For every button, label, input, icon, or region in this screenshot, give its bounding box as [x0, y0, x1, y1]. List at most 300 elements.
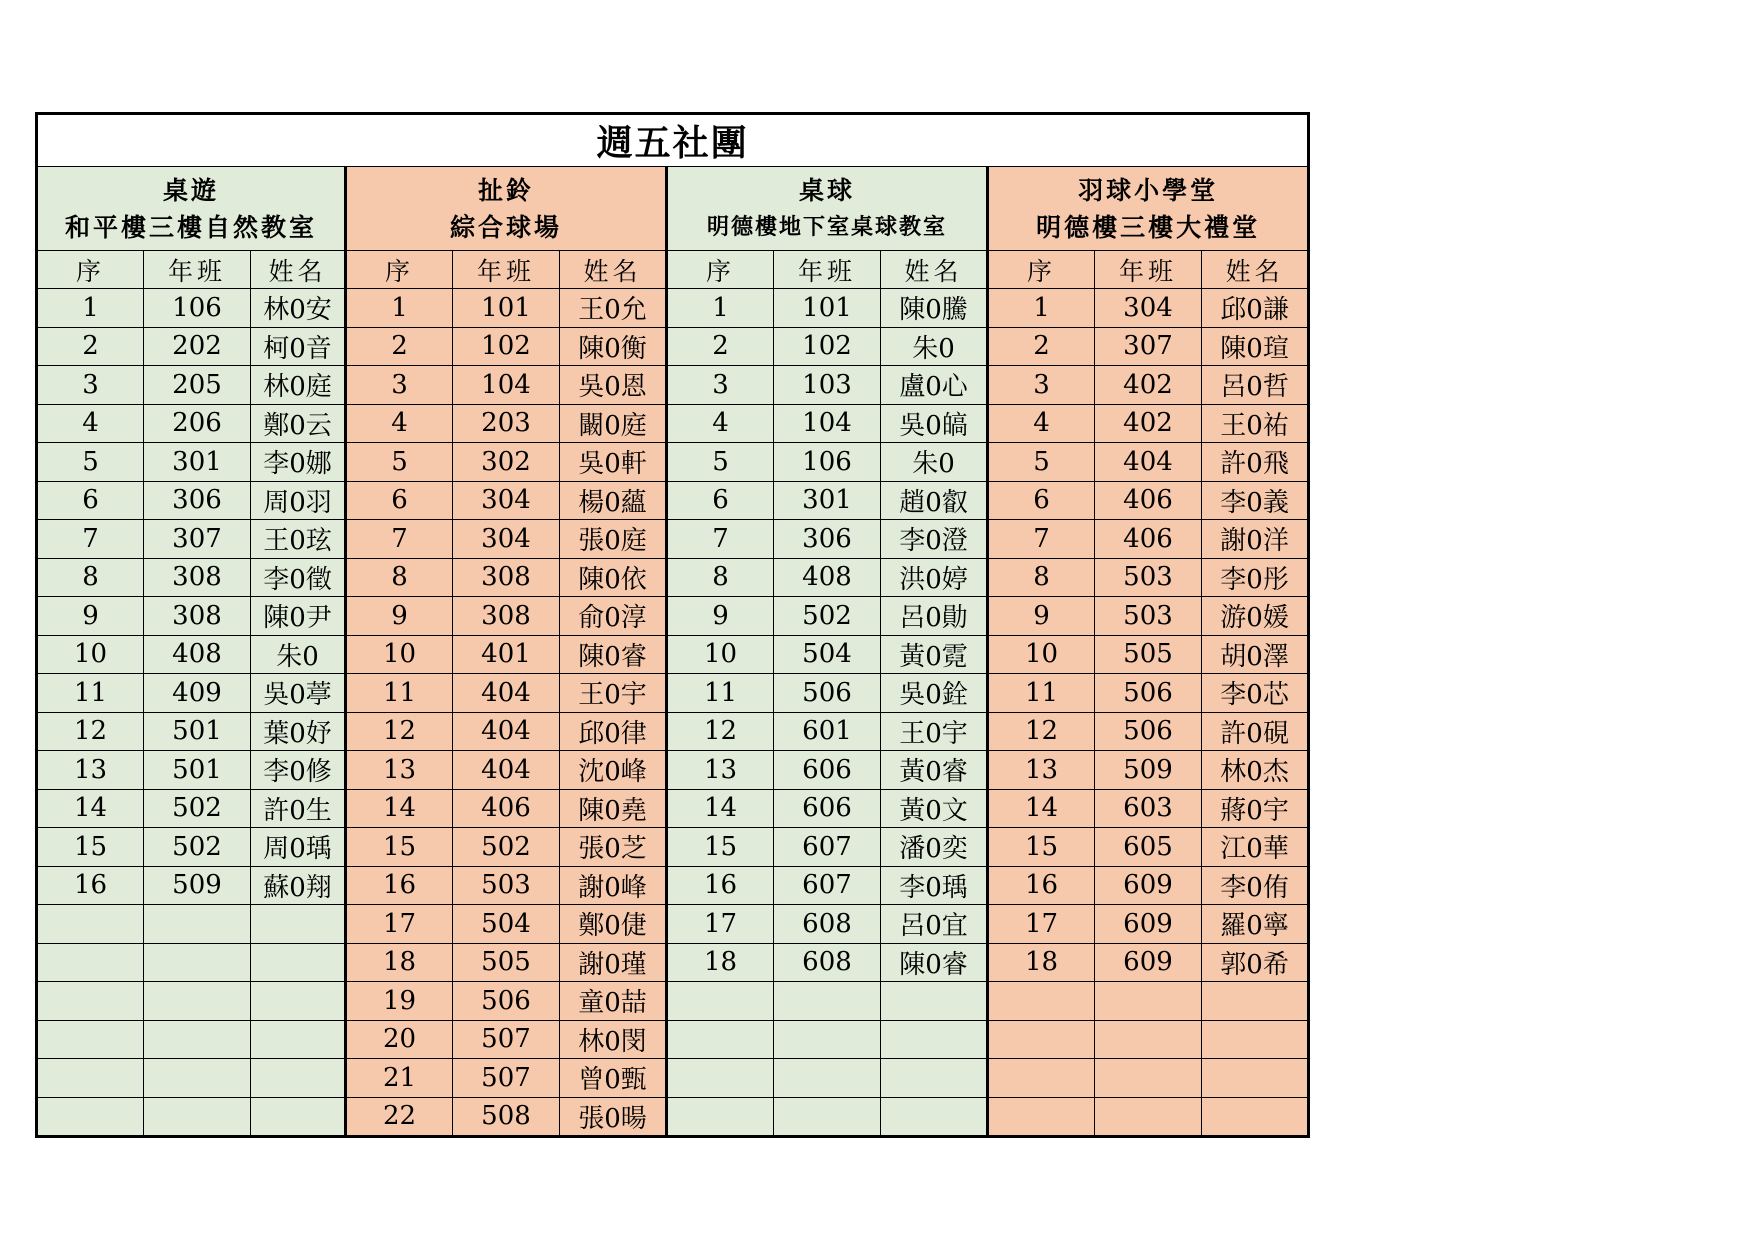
column-header-seq: 序	[988, 251, 1095, 289]
class-cell: 603	[1095, 789, 1202, 828]
class-cell: 509	[1095, 751, 1202, 790]
name-cell: 許0生	[251, 789, 346, 828]
club-name: 羽球小學堂	[1078, 175, 1219, 205]
name-cell: 謝0峰	[560, 866, 667, 905]
table-row	[37, 1020, 1309, 1059]
class-cell: 102	[774, 327, 881, 366]
name-cell: 蘇0翔	[251, 866, 346, 905]
seq-cell: 14	[346, 789, 453, 828]
seq-cell: 3	[667, 366, 774, 405]
seq-cell	[37, 905, 144, 944]
seq-cell: 8	[346, 558, 453, 597]
name-cell: 李0義	[1202, 481, 1309, 520]
seq-cell	[37, 982, 144, 1021]
class-cell: 408	[774, 558, 881, 597]
class-cell: 607	[774, 828, 881, 867]
name-cell: 陳0睿	[881, 943, 988, 982]
seq-cell: 1	[346, 289, 453, 328]
table-row	[37, 366, 1309, 405]
name-cell	[881, 1097, 988, 1137]
name-cell: 楊0蘊	[560, 481, 667, 520]
seq-cell: 12	[346, 712, 453, 751]
name-cell: 許0硯	[1202, 712, 1309, 751]
seq-cell: 1	[667, 289, 774, 328]
name-cell: 周0瑀	[251, 828, 346, 867]
seq-cell: 3	[346, 366, 453, 405]
seq-cell: 10	[667, 635, 774, 674]
class-cell: 304	[1095, 289, 1202, 328]
seq-cell: 3	[37, 366, 144, 405]
class-cell: 609	[1095, 943, 1202, 982]
class-cell: 406	[1095, 520, 1202, 559]
name-cell: 李0修	[251, 751, 346, 790]
name-cell: 葉0妤	[251, 712, 346, 751]
class-cell: 409	[144, 674, 251, 713]
class-cell: 401	[453, 635, 560, 674]
name-cell	[251, 905, 346, 944]
name-cell: 張0庭	[560, 520, 667, 559]
class-cell: 104	[453, 366, 560, 405]
class-cell: 505	[1095, 635, 1202, 674]
name-cell: 潘0奕	[881, 828, 988, 867]
class-cell	[1095, 1020, 1202, 1059]
class-cell: 106	[774, 443, 881, 482]
seq-cell: 13	[37, 751, 144, 790]
name-cell: 陳0瑄	[1202, 327, 1309, 366]
seq-cell: 2	[37, 327, 144, 366]
class-cell: 101	[774, 289, 881, 328]
name-cell: 朱0	[881, 443, 988, 482]
column-header-name: 姓名	[881, 251, 988, 289]
seq-cell: 6	[346, 481, 453, 520]
seq-cell	[667, 982, 774, 1021]
seq-cell: 16	[988, 866, 1095, 905]
name-cell: 周0羽	[251, 481, 346, 520]
name-cell: 朱0	[881, 327, 988, 366]
seq-cell: 7	[37, 520, 144, 559]
column-header-name: 姓名	[251, 251, 346, 289]
table-row	[37, 1059, 1309, 1098]
seq-cell: 7	[346, 520, 453, 559]
table-row	[37, 289, 1309, 328]
class-cell: 402	[1095, 366, 1202, 405]
seq-cell: 11	[988, 674, 1095, 713]
class-cell	[144, 943, 251, 982]
class-cell	[144, 982, 251, 1021]
name-cell: 童0喆	[560, 982, 667, 1021]
name-cell: 蔣0宇	[1202, 789, 1309, 828]
name-cell: 江0華	[1202, 828, 1309, 867]
name-cell: 李0徵	[251, 558, 346, 597]
class-cell: 301	[774, 481, 881, 520]
seq-cell: 12	[37, 712, 144, 751]
table-row	[37, 481, 1309, 520]
class-cell: 402	[1095, 404, 1202, 443]
seq-cell: 8	[667, 558, 774, 597]
seq-cell: 8	[988, 558, 1095, 597]
seq-cell: 9	[988, 597, 1095, 636]
seq-cell: 11	[37, 674, 144, 713]
class-cell: 301	[144, 443, 251, 482]
name-cell: 林0閔	[560, 1020, 667, 1059]
class-cell: 307	[1095, 327, 1202, 366]
class-cell	[144, 905, 251, 944]
class-cell: 308	[453, 597, 560, 636]
name-cell: 王0宇	[881, 712, 988, 751]
seq-cell: 13	[346, 751, 453, 790]
name-cell	[1202, 1020, 1309, 1059]
club-name: 桌遊	[162, 175, 219, 205]
seq-cell: 9	[346, 597, 453, 636]
name-cell: 邱0律	[560, 712, 667, 751]
class-cell: 606	[774, 789, 881, 828]
seq-cell	[37, 943, 144, 982]
column-header-seq: 序	[667, 251, 774, 289]
seq-cell: 15	[667, 828, 774, 867]
name-cell: 游0媛	[1202, 597, 1309, 636]
table-row	[37, 712, 1309, 751]
seq-cell: 8	[37, 558, 144, 597]
seq-cell: 4	[346, 404, 453, 443]
name-cell	[881, 1020, 988, 1059]
class-cell: 203	[453, 404, 560, 443]
column-header-name: 姓名	[560, 251, 667, 289]
class-cell: 506	[1095, 674, 1202, 713]
class-cell: 304	[453, 520, 560, 559]
seq-cell: 7	[988, 520, 1095, 559]
name-cell: 羅0寧	[1202, 905, 1309, 944]
name-cell: 林0庭	[251, 366, 346, 405]
name-cell: 沈0峰	[560, 751, 667, 790]
class-cell: 606	[774, 751, 881, 790]
seq-cell: 16	[346, 866, 453, 905]
seq-cell: 1	[988, 289, 1095, 328]
seq-cell: 17	[346, 905, 453, 944]
class-cell: 404	[453, 674, 560, 713]
club-header	[346, 167, 667, 251]
name-cell: 陳0衡	[560, 327, 667, 366]
class-cell: 104	[774, 404, 881, 443]
seq-cell	[37, 1020, 144, 1059]
class-cell: 504	[774, 635, 881, 674]
seq-cell: 10	[346, 635, 453, 674]
class-cell: 408	[144, 635, 251, 674]
column-header-class: 年班	[774, 251, 881, 289]
club-header	[37, 167, 346, 251]
class-cell	[774, 1020, 881, 1059]
seq-cell	[988, 1020, 1095, 1059]
seq-cell: 1	[37, 289, 144, 328]
class-cell: 502	[144, 828, 251, 867]
column-header-class: 年班	[1095, 251, 1202, 289]
name-cell: 柯0音	[251, 327, 346, 366]
name-cell	[251, 1020, 346, 1059]
seq-cell: 6	[988, 481, 1095, 520]
class-cell: 503	[1095, 558, 1202, 597]
class-cell: 404	[453, 751, 560, 790]
name-cell: 黃0霓	[881, 635, 988, 674]
name-cell: 呂0哲	[1202, 366, 1309, 405]
name-cell	[1202, 982, 1309, 1021]
name-cell: 呂0宜	[881, 905, 988, 944]
class-cell: 601	[774, 712, 881, 751]
seq-cell	[667, 1097, 774, 1137]
name-cell: 俞0淳	[560, 597, 667, 636]
seq-cell: 5	[667, 443, 774, 482]
seq-cell: 14	[988, 789, 1095, 828]
seq-cell: 2	[988, 327, 1095, 366]
class-cell: 106	[144, 289, 251, 328]
name-cell: 陳0堯	[560, 789, 667, 828]
name-cell: 王0祐	[1202, 404, 1309, 443]
seq-cell: 17	[988, 905, 1095, 944]
seq-cell: 6	[37, 481, 144, 520]
table-row	[37, 597, 1309, 636]
class-cell	[774, 1097, 881, 1137]
class-cell: 609	[1095, 905, 1202, 944]
name-cell: 黃0文	[881, 789, 988, 828]
seq-cell: 12	[667, 712, 774, 751]
seq-cell: 22	[346, 1097, 453, 1137]
seq-cell: 2	[346, 327, 453, 366]
name-cell: 朱0	[251, 635, 346, 674]
seq-cell	[667, 1020, 774, 1059]
seq-cell: 13	[667, 751, 774, 790]
class-cell: 501	[144, 712, 251, 751]
column-header-class: 年班	[144, 251, 251, 289]
seq-cell: 16	[37, 866, 144, 905]
table-row	[37, 404, 1309, 443]
seq-cell	[37, 1097, 144, 1137]
seq-cell: 4	[37, 404, 144, 443]
class-cell	[1095, 1097, 1202, 1137]
page-title: 週五社團	[37, 114, 1309, 167]
seq-cell: 13	[988, 751, 1095, 790]
table-row	[37, 327, 1309, 366]
seq-cell	[667, 1059, 774, 1098]
class-cell: 608	[774, 943, 881, 982]
class-cell: 506	[453, 982, 560, 1021]
seq-cell: 21	[346, 1059, 453, 1098]
seq-cell: 5	[988, 443, 1095, 482]
seq-cell: 5	[346, 443, 453, 482]
name-cell: 陳0尹	[251, 597, 346, 636]
name-cell	[251, 982, 346, 1021]
name-cell	[881, 982, 988, 1021]
class-cell	[144, 1059, 251, 1098]
table-row	[37, 520, 1309, 559]
class-cell: 503	[453, 866, 560, 905]
class-cell	[1095, 982, 1202, 1021]
class-cell: 308	[144, 597, 251, 636]
seq-cell: 17	[667, 905, 774, 944]
table-row	[37, 905, 1309, 944]
class-cell: 302	[453, 443, 560, 482]
name-cell: 郭0希	[1202, 943, 1309, 982]
table-row	[37, 674, 1309, 713]
class-cell: 307	[144, 520, 251, 559]
seq-cell: 18	[667, 943, 774, 982]
name-cell: 邱0謙	[1202, 289, 1309, 328]
name-cell	[1202, 1059, 1309, 1098]
seq-cell: 10	[988, 635, 1095, 674]
table-row	[37, 558, 1309, 597]
class-cell: 608	[774, 905, 881, 944]
name-cell: 李0娜	[251, 443, 346, 482]
name-cell: 黃0睿	[881, 751, 988, 790]
class-cell: 507	[453, 1059, 560, 1098]
class-cell: 404	[1095, 443, 1202, 482]
table-row	[37, 866, 1309, 905]
name-cell: 謝0瑾	[560, 943, 667, 982]
name-cell: 許0飛	[1202, 443, 1309, 482]
name-cell: 吳0銓	[881, 674, 988, 713]
name-cell: 胡0澤	[1202, 635, 1309, 674]
name-cell: 吳0軒	[560, 443, 667, 482]
column-header-seq: 序	[37, 251, 144, 289]
class-cell: 306	[144, 481, 251, 520]
seq-cell: 6	[667, 481, 774, 520]
name-cell: 鄭0倢	[560, 905, 667, 944]
name-cell: 盧0心	[881, 366, 988, 405]
name-cell: 李0侑	[1202, 866, 1309, 905]
club-roster-table	[35, 112, 1310, 1138]
club-name: 扯鈴	[477, 175, 534, 205]
name-cell: 王0玹	[251, 520, 346, 559]
class-cell: 205	[144, 366, 251, 405]
class-cell: 404	[453, 712, 560, 751]
seq-cell: 4	[988, 404, 1095, 443]
class-cell: 102	[453, 327, 560, 366]
seq-cell	[37, 1059, 144, 1098]
class-cell: 308	[453, 558, 560, 597]
name-cell: 吳0葶	[251, 674, 346, 713]
table-row	[37, 789, 1309, 828]
seq-cell: 10	[37, 635, 144, 674]
column-header-class: 年班	[453, 251, 560, 289]
club-header	[667, 167, 988, 251]
seq-cell	[988, 1097, 1095, 1137]
seq-cell: 2	[667, 327, 774, 366]
table-row	[37, 828, 1309, 867]
name-cell: 王0允	[560, 289, 667, 328]
class-cell: 101	[453, 289, 560, 328]
club-location: 明德樓三樓大禮堂	[1036, 212, 1261, 242]
club-location: 明德樓地下室桌球教室	[706, 213, 947, 240]
seq-cell: 9	[667, 597, 774, 636]
table-row	[37, 982, 1309, 1021]
name-cell	[251, 943, 346, 982]
class-cell: 306	[774, 520, 881, 559]
seq-cell: 12	[988, 712, 1095, 751]
name-cell: 林0安	[251, 289, 346, 328]
name-cell: 曾0甄	[560, 1059, 667, 1098]
name-cell: 吳0恩	[560, 366, 667, 405]
seq-cell: 7	[667, 520, 774, 559]
seq-cell: 18	[988, 943, 1095, 982]
name-cell: 李0瑀	[881, 866, 988, 905]
class-cell: 502	[453, 828, 560, 867]
name-cell: 李0彤	[1202, 558, 1309, 597]
name-cell: 王0宇	[560, 674, 667, 713]
name-cell: 林0杰	[1202, 751, 1309, 790]
class-cell: 605	[1095, 828, 1202, 867]
table-row	[37, 635, 1309, 674]
class-cell: 505	[453, 943, 560, 982]
name-cell: 陳0睿	[560, 635, 667, 674]
table-row	[37, 943, 1309, 982]
name-cell: 闞0庭	[560, 404, 667, 443]
name-cell: 鄭0云	[251, 404, 346, 443]
club-header	[988, 167, 1309, 251]
seq-cell	[988, 982, 1095, 1021]
class-cell: 503	[1095, 597, 1202, 636]
class-cell: 202	[144, 327, 251, 366]
class-cell	[774, 1059, 881, 1098]
club-location: 綜合球場	[449, 212, 562, 242]
class-cell: 607	[774, 866, 881, 905]
class-cell	[144, 1097, 251, 1137]
class-cell	[1095, 1059, 1202, 1098]
table-row	[37, 751, 1309, 790]
seq-cell: 11	[667, 674, 774, 713]
column-header-seq: 序	[346, 251, 453, 289]
seq-cell: 9	[37, 597, 144, 636]
seq-cell: 15	[988, 828, 1095, 867]
class-cell: 501	[144, 751, 251, 790]
name-cell: 洪0婷	[881, 558, 988, 597]
name-cell	[251, 1059, 346, 1098]
seq-cell: 15	[346, 828, 453, 867]
name-cell: 陳0依	[560, 558, 667, 597]
seq-cell: 14	[37, 789, 144, 828]
club-location: 和平樓三樓自然教室	[64, 212, 317, 242]
name-cell: 呂0勛	[881, 597, 988, 636]
class-cell: 504	[453, 905, 560, 944]
name-cell: 謝0洋	[1202, 520, 1309, 559]
class-cell: 406	[453, 789, 560, 828]
seq-cell: 11	[346, 674, 453, 713]
name-cell: 趙0叡	[881, 481, 988, 520]
class-cell: 502	[774, 597, 881, 636]
seq-cell: 3	[988, 366, 1095, 405]
name-cell: 吳0皜	[881, 404, 988, 443]
class-cell	[774, 982, 881, 1021]
class-cell: 206	[144, 404, 251, 443]
name-cell: 張0暘	[560, 1097, 667, 1137]
column-header-name: 姓名	[1202, 251, 1309, 289]
seq-cell: 16	[667, 866, 774, 905]
table-row	[37, 1097, 1309, 1137]
class-cell: 509	[144, 866, 251, 905]
seq-cell: 18	[346, 943, 453, 982]
class-cell	[144, 1020, 251, 1059]
name-cell: 李0澄	[881, 520, 988, 559]
seq-cell: 20	[346, 1020, 453, 1059]
name-cell: 張0芝	[560, 828, 667, 867]
class-cell: 304	[453, 481, 560, 520]
class-cell: 506	[1095, 712, 1202, 751]
class-cell: 308	[144, 558, 251, 597]
class-cell: 609	[1095, 866, 1202, 905]
name-cell	[881, 1059, 988, 1098]
class-cell: 406	[1095, 481, 1202, 520]
seq-cell: 19	[346, 982, 453, 1021]
name-cell: 李0芯	[1202, 674, 1309, 713]
name-cell	[1202, 1097, 1309, 1137]
class-cell: 508	[453, 1097, 560, 1137]
seq-cell	[988, 1059, 1095, 1098]
